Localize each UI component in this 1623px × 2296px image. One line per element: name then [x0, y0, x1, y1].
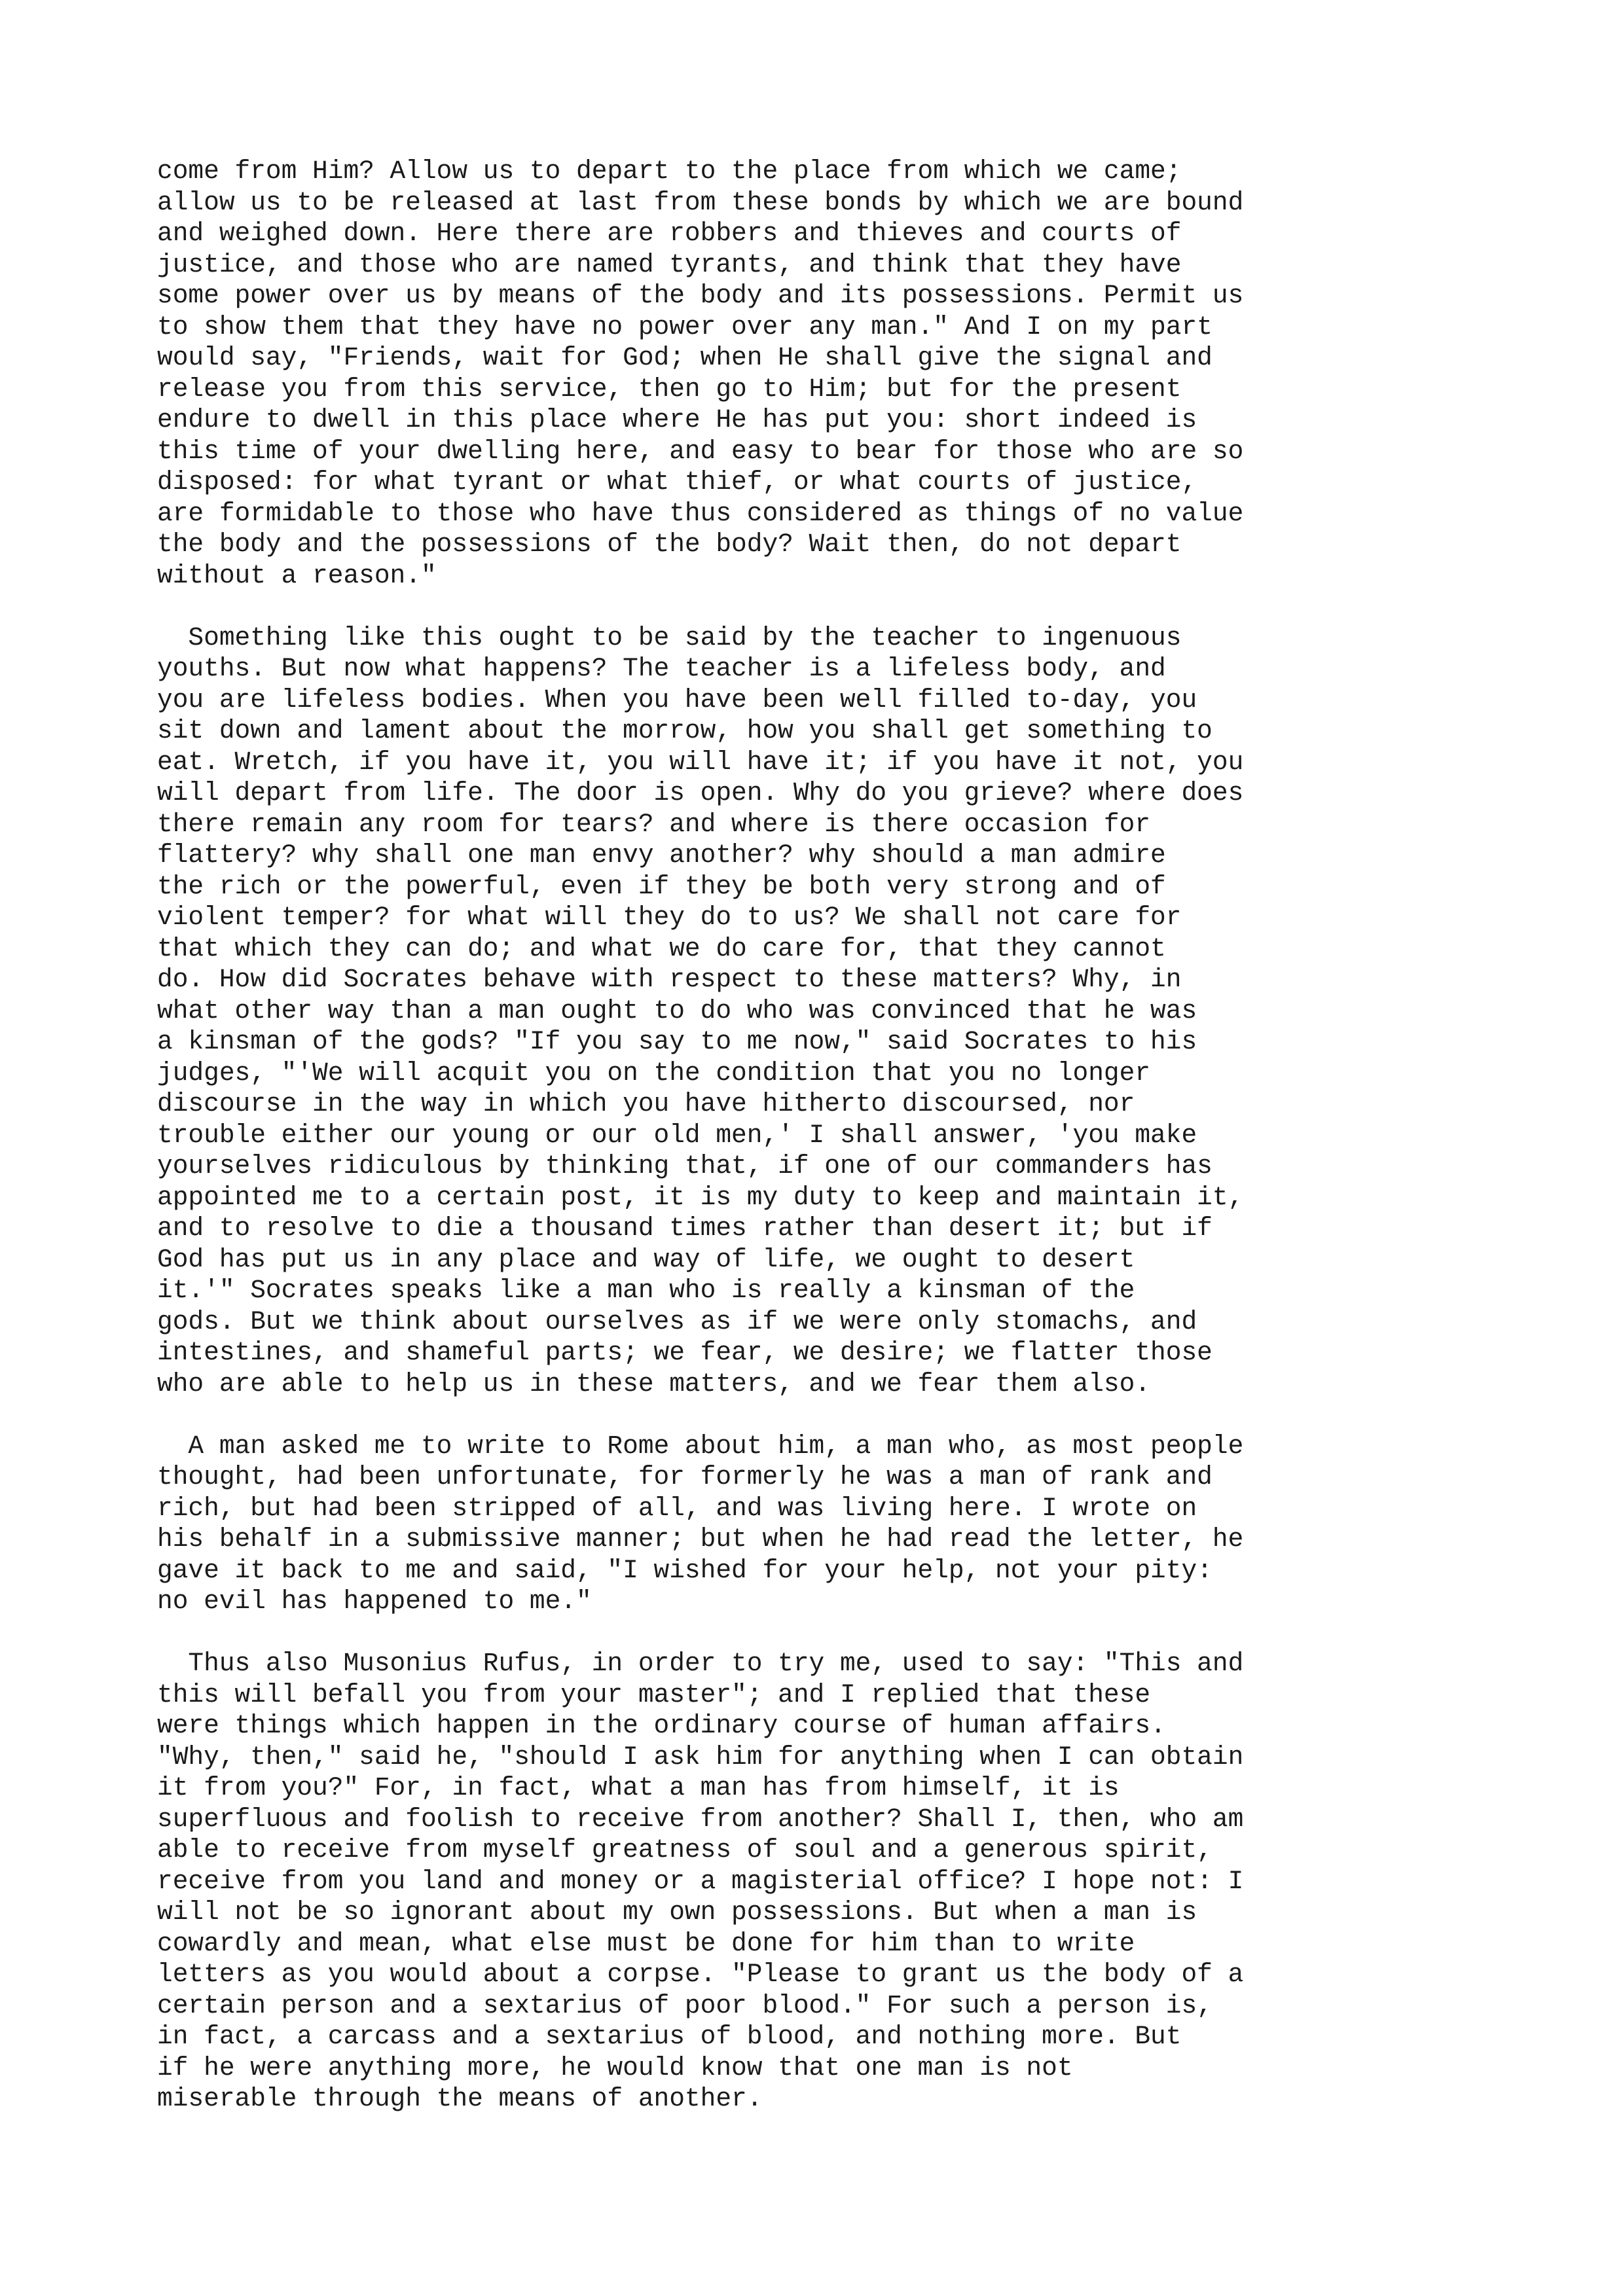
paragraph-2: Something like this ought to be said by the teacher to ingenuous youths. But now what happens? The teacher is a lifeless body, and you are lifeless bodies. When you have been well filled to-day, you sit down and lament about the morrow, how you shall get something to eat. Wretch, if you have it, you will have it; if you have it not, you will depart from life. The door is open. Why do you grieve? where does there remain any room for tears? and where is there occasion for flattery? why shall one man envy another? why should a man admire the rich or the powerful, even if they be both very strong and of violent temper? for what will they do to us? We shall not care for that which they can do; and what we do care for, that they cannot do. How did Socrates behave with respect to these matters? Why, in what other way than a man ought to do who was convinced that he was a kinsman of the gods? "If you say to me now," said Socrates to his judges, "'We will acquit you on the condition that you no longer discourse in the way in which you have hitherto discoursed, nor trouble either our young or our old men,' I shall answer, 'you make yourselves ridiculous by thinking that, if one of our commanders has appointed me to a certain post, it is my duty to keep and maintain it, and to resolve to die a thousand times rather than desert it; but if God has put us in any place and way of life, we ought to desert it.'" Socrates speaks like a man who is really a kinsman of the gods. But we think about ourselves as if we were only stomachs, and intestines, and shameful parts; we fear, we desire; we flatter those who are able to help us in these matters, and we fear them also. — [157, 622, 1244, 1399]
paragraph-1: come from Him? Allow us to depart to the place from which we came; allow us to be released at last from these bonds by which we are bound and weighed down. Here there are robbers and thieves and courts of justice, and those who are named tyrants, and think that they have some power over us by means of the body and its possessions. Permit us to show them that they have no power over any man." And I on my part would say, "Friends, wait for God; when He shall give the signal and release you from this service, then go to Him; but for the present endure to dwell in this place where He has put you: short indeed is this time of your dwelling here, and easy to bear for those who are so disposed: for what tyrant or what thief, or what courts of justice, are formidable to those who have thus considered as things of no value the body and the possessions of the body? Wait then, do not depart without a reason." — [157, 156, 1244, 590]
paragraph-3: A man asked me to write to Rome about him, a man who, as most people thought, had been unfortunate, for formerly he was a man of rank and rich, but had been stripped of all, and was living here. I wrote on his behalf in a submissive manner; but when he had read the letter, he gave it back to me and said, "I wished for your help, not your pity: no evil has happened to me." — [157, 1431, 1244, 1616]
document-page — [157, 156, 1532, 2115]
paragraph-4: Thus also Musonius Rufus, in order to try me, used to say: "This and this will befall you from your master"; and I replied that these were things which happen in the ordinary course of human affairs. "Why, then," said he, "should I ask him for anything when I can obtain it from you?" For, in fact, what a man has from himself, it is superfluous and foolish to receive from another? Shall I, then, who am able to receive from myself greatness of soul and a generous spirit, receive from you land and money or a magisterial office? I hope not: I will not be so ignorant about my own possessions. But when a man is cowardly and mean, what else must be done for him than to write letters as you would about a corpse. "Please to grant us the body of a certain person and a sextarius of poor blood." For such a person is, in fact, a carcass and a sextarius of blood, and nothing more. But if he were anything more, he would know that one man is not miserable through the means of another. — [157, 1649, 1244, 2113]
